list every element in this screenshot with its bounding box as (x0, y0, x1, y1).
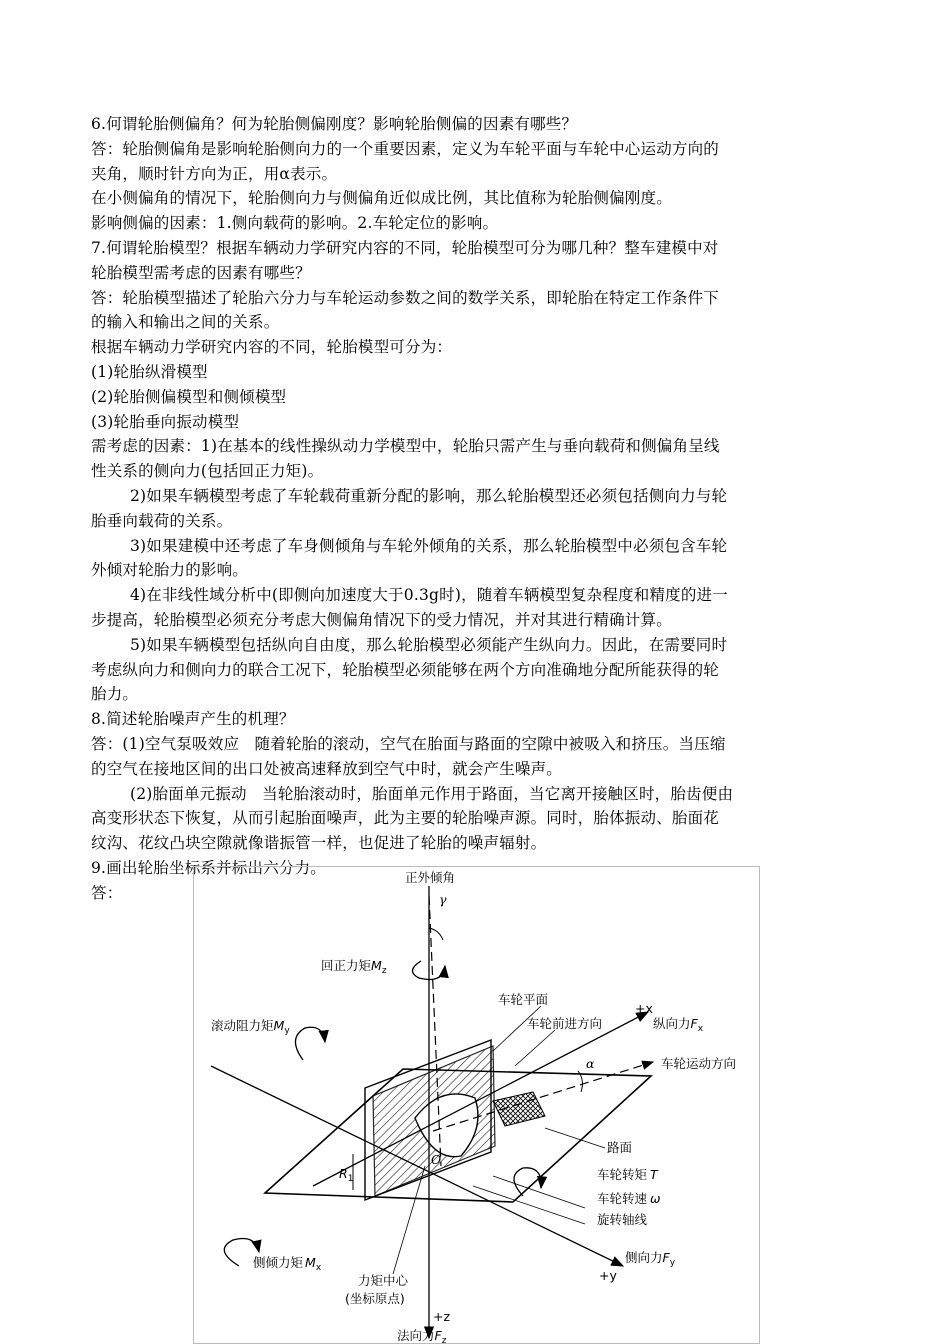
text-line: 答：轮胎侧偏角是影响轮胎侧向力的一个重要因素，定义为车轮平面与车轮中心运动方向的 (91, 139, 720, 158)
text-line: 影响侧偏的因素：1.侧向载荷的影响。2.车轮定位的影响。 (91, 214, 499, 233)
text-line: 3)如果建模中还考虑了车身侧倾角与车轮外倾角的关系，那么轮胎模型中必须包含车轮 (130, 536, 728, 555)
plus-y-label: +y (599, 1268, 617, 1283)
alpha-label: α (586, 1056, 595, 1071)
spin-axis-label: 旋转轴线 (597, 1212, 648, 1227)
text-line: 答：(1)空气泵吸效应 随着轮胎的滚动，空气在胎面与路面的空隙中被吸入和挤压。当压缩 (91, 734, 726, 753)
radius-label: $R_1$ (339, 1166, 354, 1184)
text-line: 高变形状态下恢复，从而引起胎面噪声，此为主要的轮胎噪声源。同时，胎体振动、胎面花 (91, 809, 720, 828)
text-line: 5)如果车辆模型包括纵向自由度，那么轮胎模型必须能产生纵向力。因此，在需要同时 (130, 635, 728, 654)
tire-axis-diagram (193, 866, 760, 1344)
tire-coordinate-figure (193, 866, 760, 1344)
text-line: 的输入和输出之间的关系。 (91, 313, 280, 332)
text-line: 在小侧偏角的情况下，轮胎侧向力与侧偏角近似成比例，其比值称为轮胎侧偏刚度。 (91, 189, 672, 208)
contact-patch (493, 1092, 545, 1126)
wheel-torque-label: 车轮转矩 T (597, 1167, 658, 1182)
text-line: 性关系的侧向力(包括回正力矩)。 (91, 462, 324, 481)
coord-origin-label: (坐标原点) (345, 1291, 405, 1306)
wheel-torque-arrow (514, 1168, 541, 1196)
plus-x-label: +x (635, 1001, 653, 1016)
wheel-speed-label: 车轮转速 ω (597, 1191, 661, 1206)
road-label: 路面 (607, 1140, 633, 1155)
origin-label: O (431, 1152, 442, 1167)
text-line: 9.画出轮胎坐标系并标出六分力。 (91, 858, 326, 877)
text-line: 外倾对轮胎力的影响。 (91, 561, 249, 580)
text-line: (2)胎面单元振动 当轮胎滚动时，胎面单元作用于路面，当它离开接触区时，胎齿便由 (130, 784, 734, 803)
overturning-moment-label: 侧倾力矩 $M_x$ (253, 1255, 322, 1273)
plus-z-label: +z (433, 1309, 451, 1324)
text-line: (1)轮胎纵滑模型 (91, 362, 208, 381)
text-line: 夹角，顺时针方向为正，用α表示。 (91, 164, 338, 183)
rolling-resistance-label: 滚动阻力矩$M_y$ (211, 1018, 290, 1036)
x-axis (313, 1012, 648, 1186)
leader-speed (493, 1176, 585, 1208)
text-line: 轮胎模型需考虑的因素有哪些？ (91, 263, 311, 282)
text-line: 胎垂向载荷的关系。 (91, 511, 233, 530)
text-line: (2)轮胎侧偏模型和侧倾模型 (91, 387, 287, 406)
gamma-label: γ (439, 892, 447, 907)
text-line: 7.何谓轮胎模型？根据车辆动力学研究内容的不同，轮胎模型可分为哪几种？整车建模中对 (91, 238, 719, 257)
text-line: 根据车辆动力学研究内容的不同，轮胎模型可分为： (91, 338, 453, 357)
text-line: 6.何谓轮胎侧偏角？何为轮胎侧偏刚度？影响轮胎侧偏的因素有哪些？ (91, 115, 578, 133)
text-line: 答： (91, 883, 123, 902)
text-line: 2)如果车辆模型考虑了车轮载荷重新分配的影响，那么轮胎模型还必须包括侧向力与轮 (130, 486, 728, 505)
rolling-moment-arrow (295, 1027, 325, 1060)
text-line: 4)在非线性域分析中(即侧向加速度大于0.3g时)，随着车辆模型复杂程度和精度的进一 (130, 586, 728, 605)
text-line: 考虑纵向力和侧向力的联合工况下，轮胎模型必须能够在两个方向准确地分配所能获得的轮 (91, 660, 720, 679)
leader-forward (515, 1030, 555, 1066)
text-line: 的空气在接地区间的出口处被高速释放到空气中时，就会产生噪声。 (91, 759, 563, 778)
motion-direction-label: 车轮运动方向 (661, 1056, 737, 1071)
text-line: 需考虑的因素：1)在基本的线性操纵动力学模型中，轮胎只需产生与垂向载荷和侧偏角呈线 (91, 437, 720, 456)
forward-direction-label: 车轮前进方向 (527, 1016, 603, 1031)
text-line: 8.简述轮胎噪声产生的机理？ (91, 710, 295, 729)
document-text (91, 112, 861, 906)
lateral-force-label: 侧向力$F_y$ (625, 1250, 676, 1268)
text-line: 步提高，轮胎模型必须充分考虑大侧偏角情况下的受力情况，并对其进行精确计算。 (91, 610, 672, 629)
leader-axis (473, 1186, 585, 1224)
text-line: (3)轮胎垂向振动模型 (91, 412, 240, 431)
camber-label: 正外倾角 (405, 870, 456, 885)
longitudinal-force-label: 纵向力$F_x$ (653, 1016, 704, 1034)
moment-center-label: 力矩中心 (358, 1273, 409, 1288)
aligning-moment-label: 回正力矩$M_z$ (321, 958, 387, 976)
normal-force-label: 法向力$F_z$ (397, 1328, 447, 1344)
text-line: 纹沟、花纹凸块空隙就像谐振管一样，也促进了轮胎的噪声辐射。 (91, 834, 547, 853)
wheel-plane-label: 车轮平面 (498, 992, 549, 1007)
text-line: 答：轮胎模型描述了轮胎六分力与车轮运动参数之间的数学关系，即轮胎在特定工作条件下 (91, 288, 720, 307)
text-line: 胎力。 (91, 685, 139, 704)
